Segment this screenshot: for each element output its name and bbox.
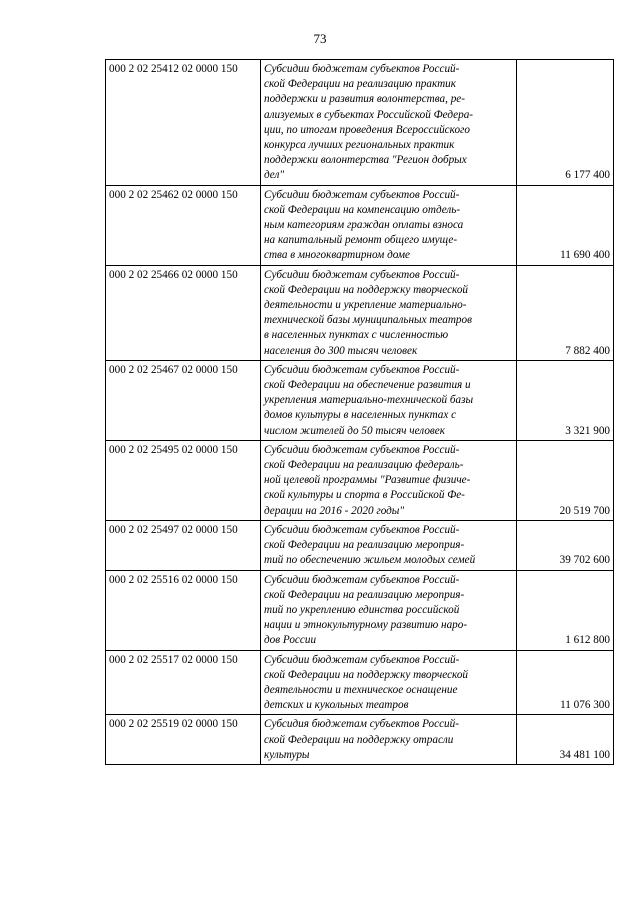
table-row <box>106 570 614 650</box>
description-line: поддержки волонтерства "Регион добрых <box>264 154 467 167</box>
budget-code-cell: 000 2 02 25466 02 0000 150 <box>106 265 261 360</box>
amount-cell: 1 612 800 <box>517 570 614 650</box>
description-line: культуры <box>264 748 310 761</box>
description-cell <box>261 715 517 765</box>
description-cell <box>261 360 517 440</box>
description-line: технической базы муниципальных театров <box>264 314 472 327</box>
description-cell <box>261 570 517 650</box>
description-line: ской Федерации на компенсацию отдель- <box>264 203 461 216</box>
amount-cell: 34 481 100 <box>517 715 614 765</box>
description-line: тий по обеспечению жильем молодых семей <box>264 554 476 567</box>
description-line: Субсидии бюджетам субъектов Россий- <box>264 573 460 586</box>
budget-code-cell: 000 2 02 25516 02 0000 150 <box>106 570 261 650</box>
description-line: ской Федерации на реализацию мероприя- <box>264 588 465 601</box>
description-cell <box>261 650 517 715</box>
amount-cell: 11 690 400 <box>517 185 614 265</box>
budget-code-cell: 000 2 02 25517 02 0000 150 <box>106 650 261 715</box>
table-row <box>106 60 614 186</box>
description-line: ской Федерации на поддержку отрасли <box>264 733 454 746</box>
description-line: Субсидия бюджетам субъектов Россий- <box>264 718 459 731</box>
description-line: ской Федерации на реализацию мероприя- <box>264 539 465 552</box>
description-line: ства в многоквартирном доме <box>264 249 411 262</box>
description-line: поддержки и развития волонтерства, ре- <box>264 93 465 106</box>
budget-code-cell: 000 2 02 25497 02 0000 150 <box>106 520 261 570</box>
table-row <box>106 440 614 520</box>
budget-code-cell: 000 2 02 25519 02 0000 150 <box>106 715 261 765</box>
table-row <box>106 650 614 715</box>
description-line: в населенных пунктах с численностью <box>264 329 449 342</box>
description-line: деятельности и техническое оснащение <box>264 683 458 696</box>
description-line: Субсидии бюджетам субъектов Россий- <box>264 363 460 376</box>
description-line: домов культуры в населенных пунктах с <box>264 409 457 422</box>
description-line: конкурса лучших региональных практик <box>264 139 455 152</box>
description-line: Субсидии бюджетам субъектов Россий- <box>264 523 460 536</box>
description-line: ской Федерации на обеспечение развития и <box>264 379 471 392</box>
amount-cell: 6 177 400 <box>517 60 614 186</box>
budget-table <box>105 59 614 765</box>
description-line: укрепления материально-технической базы <box>264 394 474 407</box>
description-line: дел" <box>264 169 285 182</box>
description-cell <box>261 440 517 520</box>
description-cell <box>261 185 517 265</box>
amount-cell: 7 882 400 <box>517 265 614 360</box>
description-line: Субсидии бюджетам субъектов Россий- <box>264 63 460 75</box>
table-row <box>106 360 614 440</box>
description-line: нации и этнокультурному развитию наро- <box>264 619 468 632</box>
description-line: Субсидии бюджетам субъектов Россий- <box>264 188 460 201</box>
description-line: ской Федерации на поддержку творческой <box>264 283 469 296</box>
table-row <box>106 265 614 360</box>
description-line: на капитальный ремонт общего имуще- <box>264 234 458 247</box>
table-row <box>106 185 614 265</box>
description-line: населения до 300 тысяч человек <box>264 344 418 357</box>
description-line: ным категориям граждан оплаты взноса <box>264 219 464 232</box>
description-line: Субсидии бюджетам субъектов Россий- <box>264 443 460 456</box>
description-cell <box>261 265 517 360</box>
page-number: 73 <box>313 31 327 46</box>
description-line: ализуемых в субъектах Российской Федера- <box>264 108 474 121</box>
amount-cell: 39 702 600 <box>517 520 614 570</box>
amount-cell: 3 321 900 <box>517 360 614 440</box>
description-line: тий по укреплению единства российской <box>264 603 460 616</box>
description-cell <box>261 520 517 570</box>
description-cell <box>261 60 517 186</box>
table-row <box>106 520 614 570</box>
description-line: детских и кукольных театров <box>264 699 409 712</box>
description-line: дов России <box>264 634 317 647</box>
table-row <box>106 715 614 765</box>
budget-table-body <box>106 60 614 765</box>
description-line: ции, по итогам проведения Всероссийского <box>264 123 470 136</box>
budget-code-cell: 000 2 02 25467 02 0000 150 <box>106 360 261 440</box>
description-line: ской Федерации на реализацию практик <box>264 78 456 91</box>
amount-cell: 11 076 300 <box>517 650 614 715</box>
description-line: числом жителей до 50 тысяч человек <box>264 424 445 437</box>
description-line: ской культуры и спорта в Российской Фе- <box>264 489 465 502</box>
description-line: ской Федерации на поддержку творческой <box>264 668 469 681</box>
description-line: Субсидии бюджетам субъектов Россий- <box>264 653 460 666</box>
amount-cell: 20 519 700 <box>517 440 614 520</box>
description-line: дерации на 2016 - 2020 годы" <box>264 504 405 517</box>
description-line: ской Федерации на реализацию федераль- <box>264 459 464 472</box>
budget-code-cell: 000 2 02 25462 02 0000 150 <box>106 185 261 265</box>
budget-code-cell: 000 2 02 25495 02 0000 150 <box>106 440 261 520</box>
description-line: деятельности и укрепление материально- <box>264 299 467 312</box>
budget-code-cell: 000 2 02 25412 02 0000 150 <box>106 60 261 186</box>
description-line: ной целевой программы "Развитие физиче- <box>264 474 471 487</box>
description-line: Субсидии бюджетам субъектов Россий- <box>264 268 460 281</box>
